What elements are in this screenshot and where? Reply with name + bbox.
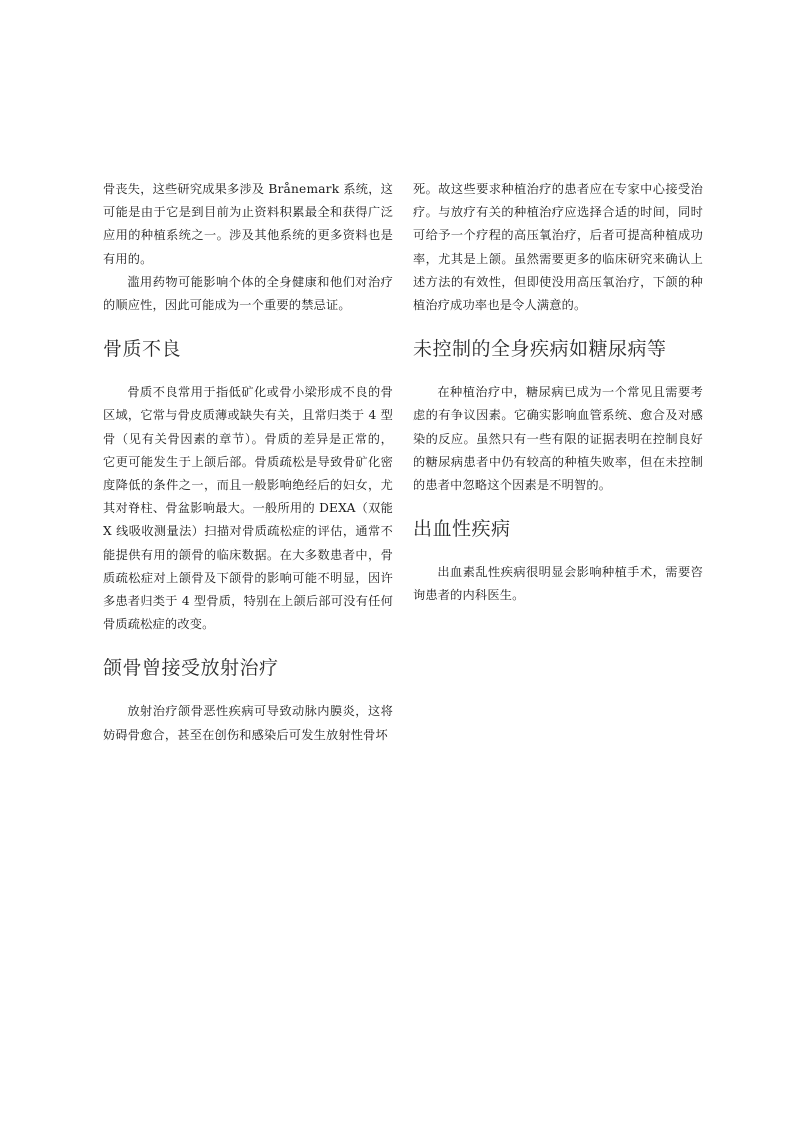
paragraph: 骨质不良常用于指低矿化或骨小梁形成不良的骨区域，它常与骨皮质薄或缺失有关，且常归类于 4 型骨（见有关骨因素的章节）。骨质的差异是正常的，它更可能发生于上颌后部。骨质疏松是导致骨矿化密度降低的条件之一，而且一般影响绝经后的妇女，尤其对脊柱、骨盆影响最大。一般所用的 DEXA（双能 X 线吸收测量法）扫描对骨质疏松症的评估，通常不能提供有用的颌骨的临床数据。在大多数患者中，骨质疏松症对上颌骨及下颌骨的影响可能不明显，因许多患者归类于 4 型骨质，特别在上颌后部可没有任何骨质疏松症的改变。 — [103, 385, 393, 632]
section-heading-poor-bone-quality: 骨质不良 — [103, 338, 182, 361]
section-heading-irradiated-jaw: 颌骨曾接受放射治疗 — [103, 657, 279, 680]
left-column — [103, 178, 393, 747]
paragraph: 放射治疗颌骨恶性疾病可导致动脉内膜炎，这将妨碍骨愈合，甚至在创伤和感染后可发生放射性骨坏 — [103, 704, 393, 742]
paragraph: 在种植治疗中，糖尿病已成为一个常见且需要考虑的有争议因素。它确实影响血管系统、愈合及对感染的反应。虽然只有一些有限的证据表明在控制良好的糖尿病患者中仍有较高的种植失败率，但在未控制的患者中忽略这个因素是不明智的。 — [413, 385, 703, 493]
section-heading-uncontrolled-systemic-disease: 未控制的全身疾病如糖尿病等 — [413, 338, 667, 361]
section-heading-bleeding-disorders: 出血性疾病 — [413, 518, 511, 541]
paragraph: 骨丧失，这些研究成果多涉及 Brånemark 系统，这可能是由于它是到目前为止资料积累最全和获得广泛应用的种植系统之一。涉及其他系统的更多资料也是有用的。 — [103, 182, 393, 266]
paragraph: 出血素乱性疾病很明显会影响种植手术，需要咨询患者的内科医生。 — [413, 565, 703, 603]
paragraph: 滥用药物可能影响个体的全身健康和他们对治疗的顺应性，因此可能成为一个重要的禁忌证。 — [103, 274, 393, 313]
right-column — [413, 178, 703, 608]
paragraph: 死。故这些要求种植治疗的患者应在专家中心接受治疗。与放疗有关的种植治疗应选择合适的时间，同时可给予一个疗程的高压氧治疗，后者可提高种植成功率，尤其是上颌。虽然需要更多的临床研究来确认上述方法的有效性，但即使没用高压氧治疗，下颌的种植治疗成功率也是令人满意的。 — [413, 182, 703, 313]
